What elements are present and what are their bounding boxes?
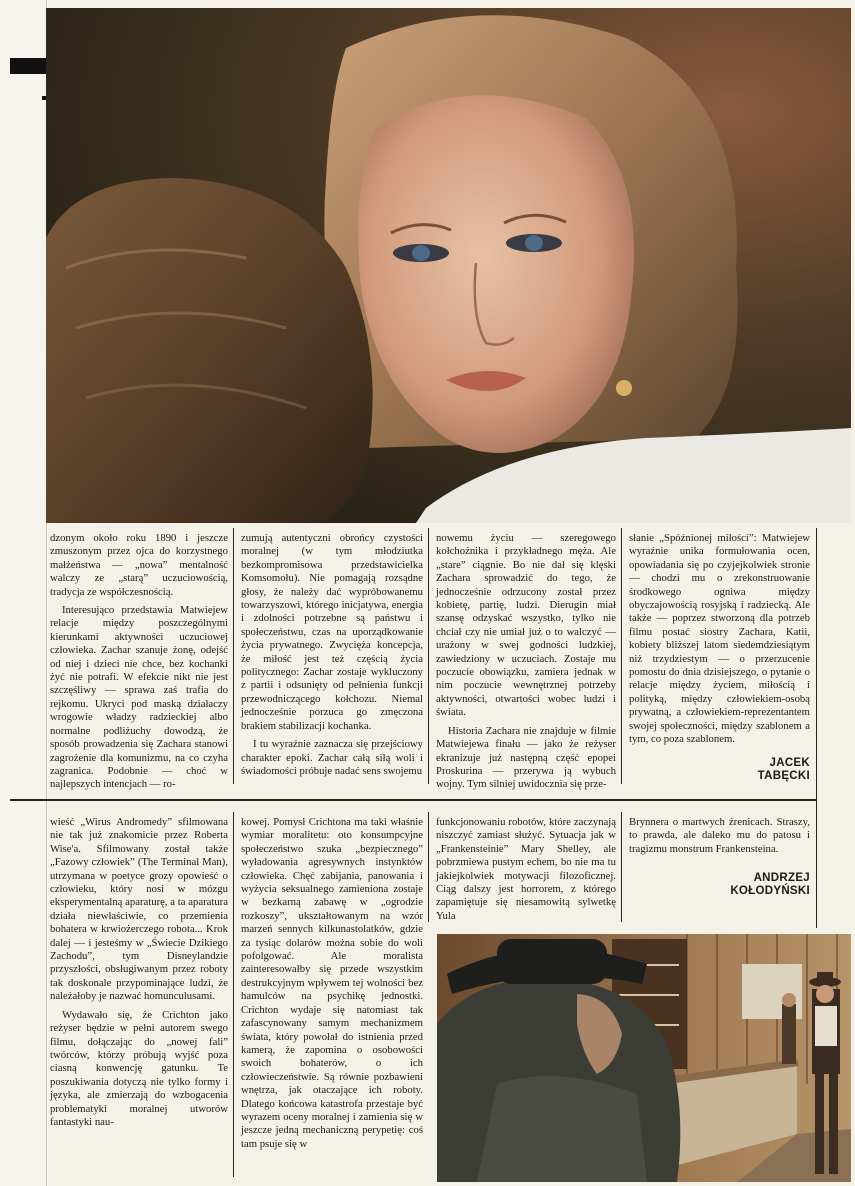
column-rule: [816, 528, 817, 928]
author-last-name: TABĘCKI: [757, 769, 810, 782]
paragraph: Interesująco przedstawia Matwiejew relacje między poszczególnymi kierunkami aktywności uczuciowej człowieka. Zachar szanuje żonę, odejść od niej i dzieci nie chce, bez kochanki żyć nie potrafi. W efekcie nikt nie jest szczęśliwy — sprawa zaś trafia do rejkomu. Ukryci pod maską działaczy wrogowie władzy radzieckiej albo normalne podliżuchy dowodzą, że sposób prowadzenia się Zachara stanowi zagrożenie dla komunizmu, na co czyha zagranica. Podobnie — choć w najlepszych intencjach — ro-: [50, 604, 228, 791]
column-rule: [428, 812, 429, 922]
bottom-article-column-4: [629, 816, 810, 898]
author-last-name: KOŁODYŃSKI: [730, 885, 810, 898]
top-article-column-4: [629, 532, 810, 783]
bottom-article-column-2: [241, 816, 423, 1156]
page-gutter: [0, 0, 47, 1186]
top-article-column-1: [50, 532, 228, 797]
column-rule: [621, 812, 622, 922]
paragraph: dzonym około roku 1890 i jeszcze zmuszonym przez ojca do korzystnego małżeństwa — „nowa” mentalność walczy ze „starą” uczuciowością, tradycja ze współczesnością.: [50, 532, 228, 598]
paragraph: Wydawało się, że Crichton jako reżyser będzie w pełni autorem swego filmu, dołączając do „nowej fali” twórców, którzy próbują wyjść poza ciasną konwencję gatunku. Te poszukiwania dotyczą nie tylko formy i języka, ale zmierzają do wzbogacenia problematyki moralnej utworów fantastyki nau-: [50, 1008, 228, 1128]
paragraph: słanie „Spóźnionej miłości”: Matwiejew wyraźnie unika formułowania ocen, opowiadania się po czyjejkolwiek stronie — chodzi mu o zrekonstruowanie środkowego ogniwa między obyczajowością rosyjską i radziecką. Ale także — poprzez stworzoną dla potrzeb filmu postać siostry Zachara, Katii, kobiety bliższej latom siedemdziesiątym niż trzydziestym — o przerzucenie pomostu do dnia dzisiejszego, o pytanie o relacje między życiem, miłością i polityką, między człowiekiem-osobą prywatną, a człowiekiem-reprezentantem swojej społeczności, między szablonem a tym, co poza szablonem.: [629, 532, 810, 746]
author-first-name: JACEK: [769, 756, 810, 769]
paragraph: funkcjonowaniu robotów, które zaczynają niszczyć zamiast służyć. Sytuacja jak w „Frankensteinie” Mary Shelley, ale pobrzmiewa pustym echem, bo nie ma tu jakiejkolwiek motywacji filozoficznej. Ciąg dalszy jest horrorem, z którego zapamiętuje się niesamowitą sylwetkę Yula: [436, 816, 616, 922]
bottom-article-column-1: [50, 816, 228, 1134]
top-article-column-2: [241, 532, 423, 783]
paragraph: Brynnera o martwych źrenicach. Straszy, to prawda, ale daleko mu do patosu i tragizmu monstrum Frankensteina.: [629, 816, 810, 855]
column-rule: [233, 812, 234, 1177]
film-still-embrace: [46, 8, 851, 523]
paragraph: zumują autentyczni obrońcy czystości moralnej (w tym młodziutka bezkompromisowa przedstawicielka Komsomołu). Nie pomagają rozsądne głosy, że należy dać wypróbowanemu towarzyszowi, którego inicjatywa, energia i zdolności potrzebne są państwu i społeczeństwu, czas na uporządkowanie życia prywatnego. Zwycięża koncepcja, że miłość jest też częścią życia politycznego: Zachar zostaje wykluczony z partii i odsunięty od pełnienia funkcji przewodniczącego kołchozu. Niemal jednocześnie porzuca go zmęczona brakiem stabilizacji kochanka.: [241, 532, 423, 732]
film-still-saloon: [437, 934, 851, 1182]
paragraph: kowej. Pomysł Crichtona ma taki właśnie wymiar moralitetu: oto konsumpcyjne społeczeństwo szuka „bezpiecznego” wyładowania agresywnych instynktów człowieka. Chęć zabijania, panowania i wyżycia seksualnego zamieniona zostaje w bezkarną zabawę w „ogrodzie rozkoszy”, ukształtowanym na wzór marzeń sennych kilkunastolatków, gdzie za tysiąc dolarów można sobie do woli pofolgować. Ale moralista zainteresowałby się przede wszystkim destrukcyjnym wpływem tej wolności bez hamulców na psychikę jednostki. Crichton wydaje się natomiast tak zafascynowany samym mechanizmem świata, który powołał do istnienia przed kamerą, że zapomina o osobowości swoich bohaterów, o ich człowieczeństwie. Są równie pozbawieni wnętrza, jak otaczające ich roboty. Dlatego końcowa katastrofa przestaje być wyrazem oceny moralnej i zamienia się w jeszcze jedną mechaniczną perypetię: coś tam psuje się w: [241, 816, 423, 1150]
paragraph: wieść „Wirus Andromedy” sfilmowana nie tak już znakomicie przez Roberta Wise'a. Sfilmowany został także „Fazowy człowiek” (The Terminal Man), utrzymana w poetyce grozy opowieść o człowieku, który nosi w mózgu eksperymentalną aparaturę, a ta aparatura działa niewłaściwie, co przemienia bohatera w krwiożerczego robota... Krok dalej — i jesteśmy w „Świecie Dzikiego Zachodu”, tym Disneylandzie przyszłości, obsługiwanym przez roboty tak doskonale przypominające ludzi, że należałoby je nazwać homunculusami.: [50, 816, 228, 1003]
author-signature: [629, 872, 810, 898]
paragraph: nowemu życiu — szeregowego kołchoźnika i przykładnego męża. Ale „stare” ciągnie. Bo nie dał się klęski Zachara sprowadzić do tego, że jednocześnie odrzucony został przez kobietę, partię, ludzi. Dierugin miał szansę odzyskać wszystko, tylko nie chciał czy nie umiał już o to walczyć — urażony w swej godności ludzkiej, zawiedziony w uczuciach. Zostaje mu poczucie obowiązku, zamiera jednak w nim poczucie wewnętrznej potrzeby aktywności, otwartości wobec ludzi i świata.: [436, 532, 616, 719]
paragraph: Historia Zachara nie znajduje w filmie Matwiejewa finału — jako że reżyser ekranizuje już następną część epopei Proskurina — przerywa ją wybuch wojny. Tym silniej uwidocznia się prze-: [436, 724, 616, 791]
column-rule: [428, 528, 429, 784]
author-signature: [629, 757, 810, 783]
saloon-photo-illustration: [437, 934, 851, 1182]
embrace-photo-illustration: [46, 8, 851, 523]
gutter-mark: [10, 58, 46, 74]
column-rule: [621, 528, 622, 784]
column-rule: [233, 528, 234, 784]
top-article-column-3: [436, 532, 616, 797]
article-separator: [10, 799, 816, 801]
author-first-name: ANDRZEJ: [753, 872, 810, 885]
paragraph: I tu wyraźnie zaznacza się przejściowy charakter epoki. Zachar całą siłą woli i świadomości próbuje nadać sens swojemu: [241, 738, 423, 777]
bottom-article-column-3: [436, 816, 616, 928]
